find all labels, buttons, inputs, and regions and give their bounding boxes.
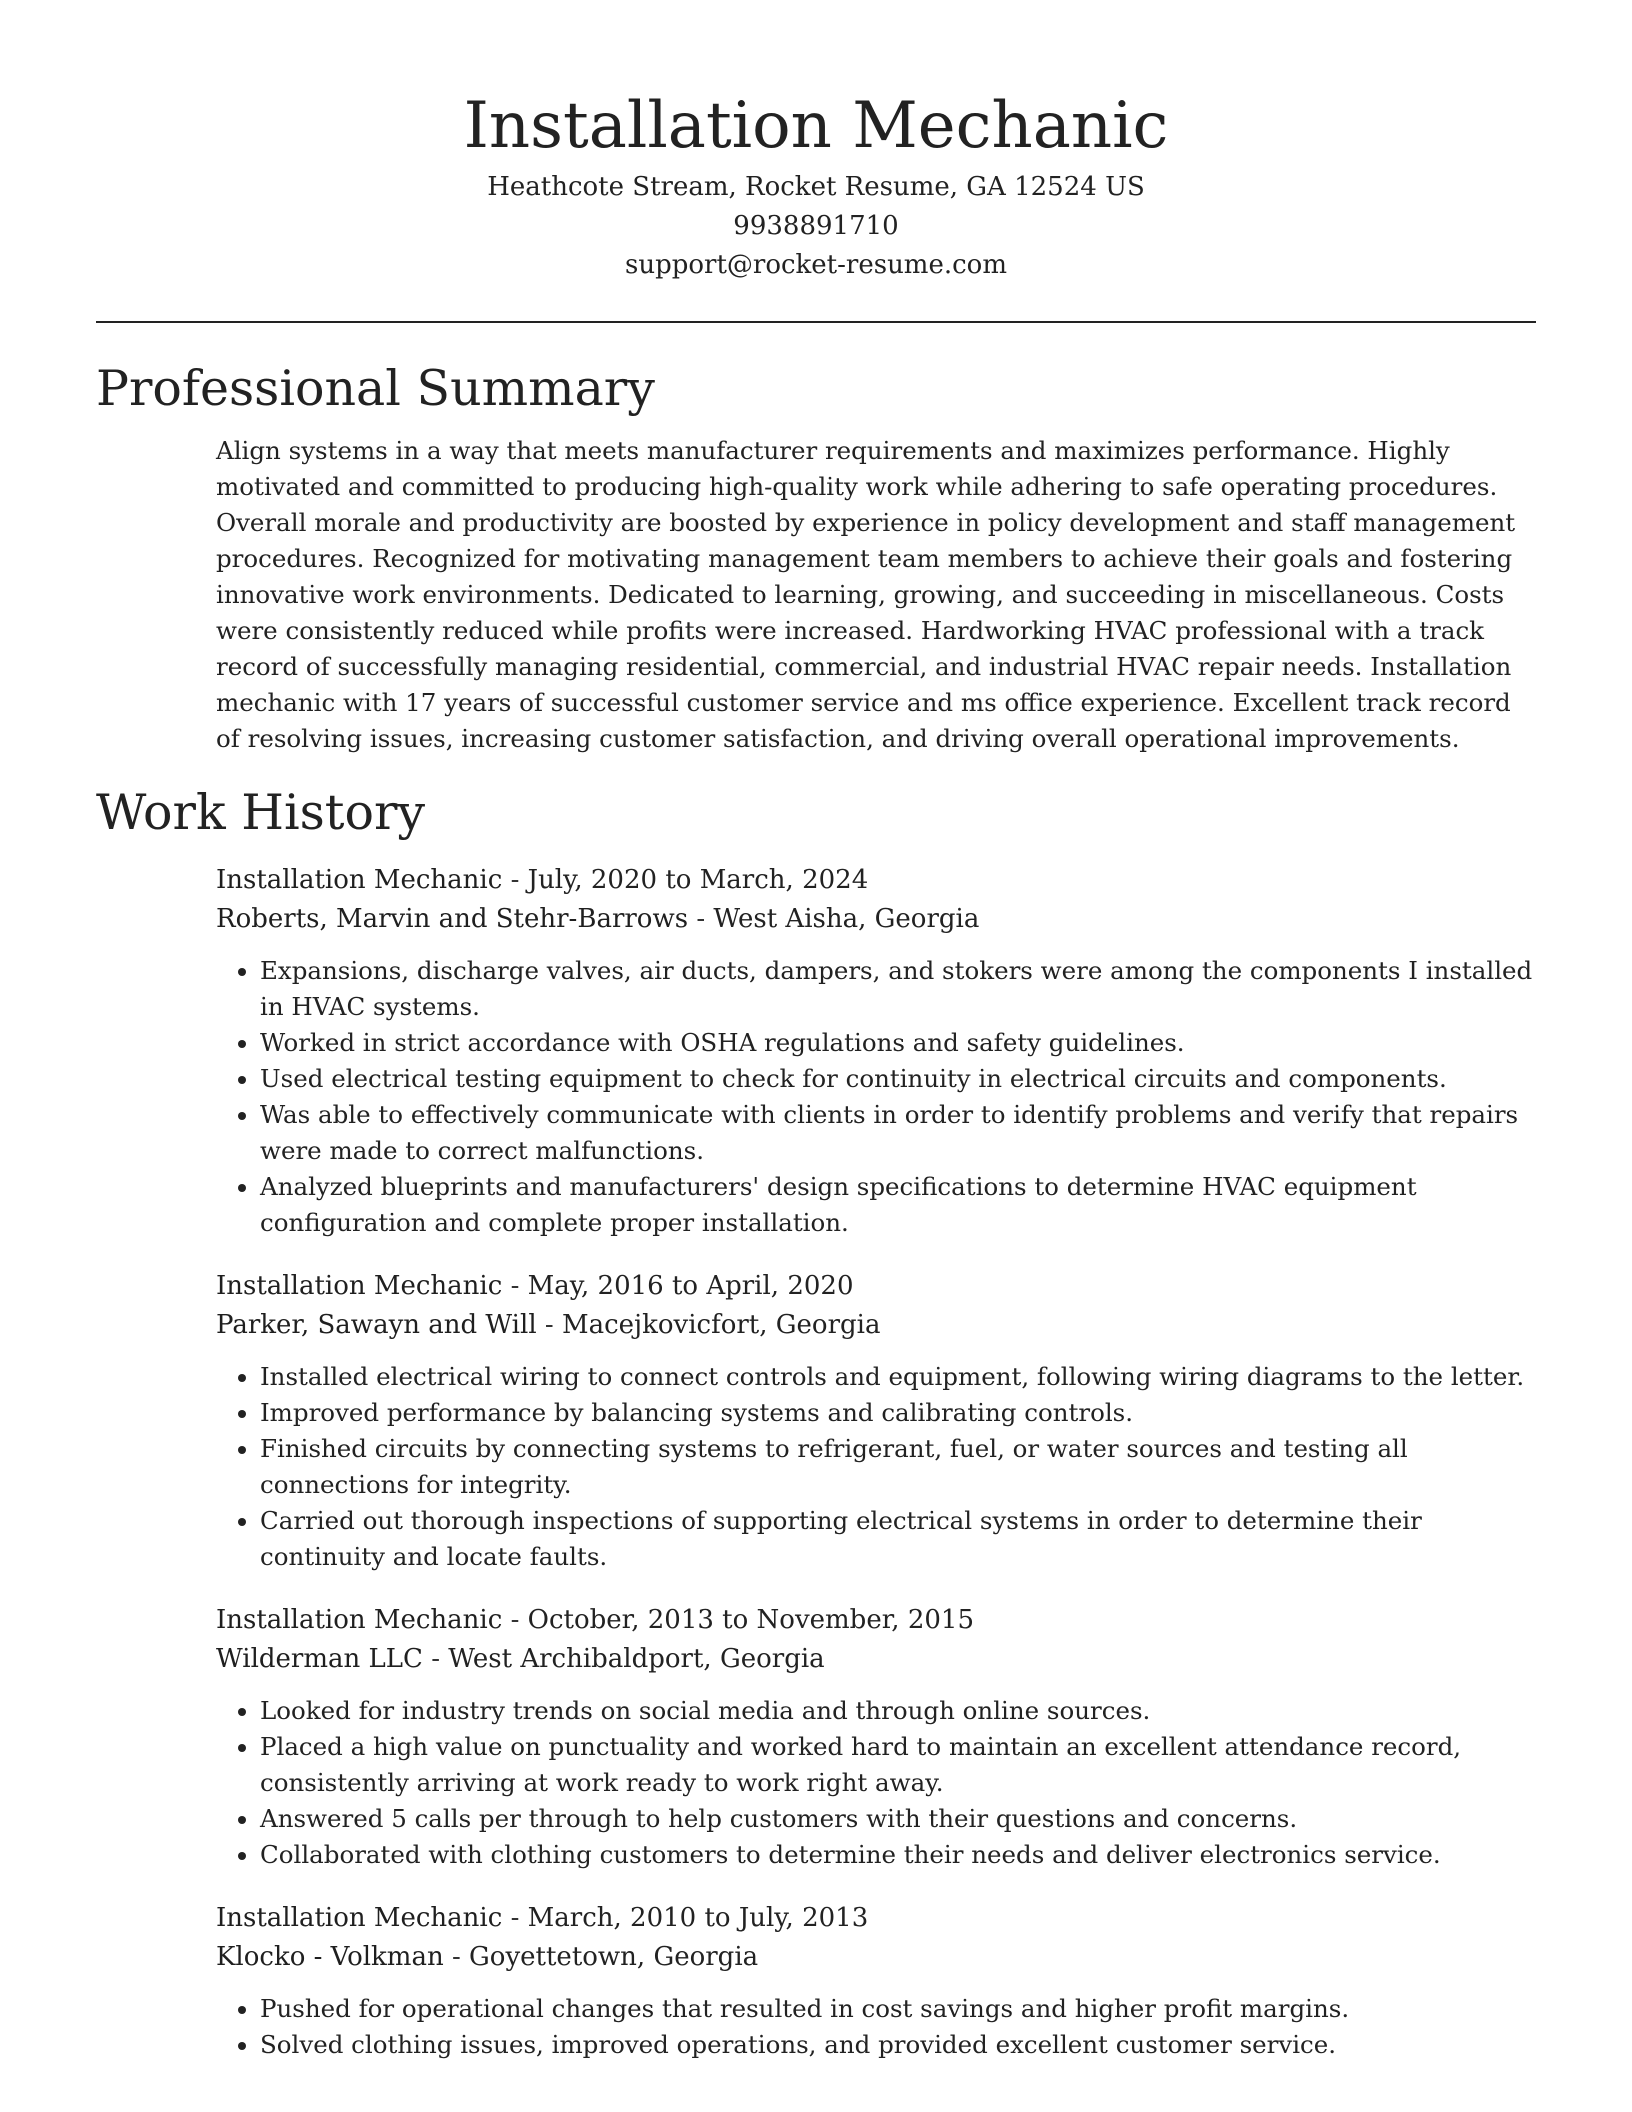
job-title-line: Installation Mechanic - May, 2016 to April, 2020 [216, 1271, 854, 1301]
job-company: Roberts, Marvin and Stehr-Barrows [216, 904, 689, 934]
job-title: Installation Mechanic [216, 865, 503, 895]
job-entry [216, 1601, 1536, 1873]
candidate-name: Installation Mechanic [463, 89, 1169, 163]
job-bullet: • Improved performance by balancing systems and calibrating controls. [260, 1395, 1536, 1431]
job-bullet: • Analyzed blueprints and manufacturers' design specifications to determine HVAC equipment configuration and complete proper installation. [260, 1169, 1536, 1241]
job-dates: July, 2020 to March, 2024 [527, 865, 869, 895]
job-dates: May, 2016 to April, 2020 [527, 1271, 854, 1301]
job-company-line: Parker, Sawayn and Will - Macejkovicfort, Georgia [216, 1310, 881, 1340]
job-bullet: • Finished circuits by connecting systems to refrigerant, fuel, or water sources and testing all connections for integrity. [260, 1431, 1536, 1503]
job-location: Macejkovicfort, Georgia [561, 1310, 881, 1340]
job-dates: March, 2010 to July, 2013 [527, 1903, 869, 1933]
job-company-line: Roberts, Marvin and Stehr-Barrows - West Aisha, Georgia [216, 904, 980, 934]
job-location: West Archibaldport, Georgia [448, 1644, 825, 1674]
job-dates: October, 2013 to November, 2015 [527, 1605, 974, 1635]
job-company-line: Wilderman LLC - West Archibaldport, Georgia [216, 1644, 825, 1674]
job-bullet: • Expansions, discharge valves, air ducts, dampers, and stokers were among the components I installed in HVAC systems. [260, 953, 1536, 1025]
job-bullet: • Looked for industry trends on social media and through online sources. [260, 1693, 1536, 1729]
job-company: Wilderman LLC [216, 1644, 423, 1674]
job-title-line: Installation Mechanic - March, 2010 to July, 2013 [216, 1903, 869, 1933]
job-bullet: • Solved clothing issues, improved operations, and provided excellent customer service. [260, 2027, 1536, 2063]
email-address: support@rocket-resume.com [624, 250, 1007, 280]
job-bullet-list [216, 1991, 1536, 2063]
header-divider [96, 321, 1536, 323]
job-bullet: • Used electrical testing equipment to check for continuity in electrical circuits and components. [260, 1061, 1536, 1097]
job-title: Installation Mechanic [216, 1271, 503, 1301]
job-list [216, 861, 1536, 2063]
address: Heathcote Stream, Rocket Resume, GA 12524 US [487, 172, 1145, 202]
job-entry [216, 1267, 1536, 1575]
summary-text: Align systems in a way that meets manufacturer requirements and maximizes performance. Highly motivated and committed to producing high-quality work while adhering to safe operating procedures. Overall morale and productivity are boosted by experience in policy development and staff management procedures. Recognized for motivating management team members to achieve their goals and fostering innovative work environments. Dedicated to learning, growing, and succeeding in miscellaneous. Costs were consistently reduced while profits were increased. Hardworking HVAC professional with a track record of successfully managing residential, commercial, and industrial HVAC repair needs. Installation mechanic with 17 years of successful customer service and ms office experience. Excellent track record of resolving issues, increasing customer satisfaction, and driving overall operational improvements. [216, 436, 1516, 753]
job-bullet-list [216, 1359, 1536, 1575]
job-bullet-list [216, 953, 1536, 1241]
job-location: West Aisha, Georgia [713, 904, 980, 934]
job-entry [216, 861, 1536, 1241]
resume-page [96, 0, 1536, 2063]
job-bullet: • Answered 5 calls per through to help customers with their questions and concerns. [260, 1801, 1536, 1837]
job-title: Installation Mechanic [216, 1903, 503, 1933]
job-company: Parker, Sawayn and Will [216, 1310, 537, 1340]
job-company-line: Klocko - Volkman - Goyettetown, Georgia [216, 1942, 759, 1972]
job-location: Goyettetown, Georgia [469, 1942, 759, 1972]
resume-header [96, 0, 1536, 285]
job-bullet: • Carried out thorough inspections of supporting electrical systems in order to determine their continuity and locate faults. [260, 1503, 1536, 1575]
job-bullet: • Pushed for operational changes that resulted in cost savings and higher profit margins. [260, 1991, 1536, 2027]
job-bullet: • Installed electrical wiring to connect controls and equipment, following wiring diagrams to the letter. [260, 1359, 1536, 1395]
job-company: Klocko - Volkman [216, 1942, 444, 1972]
summary-heading: Professional Summary [96, 360, 655, 417]
job-bullet: • Placed a high value on punctuality and worked hard to maintain an excellent attendance record, consistently arriving at work ready to work right away. [260, 1729, 1536, 1801]
job-entry [216, 1899, 1536, 2063]
job-bullet: • Collaborated with clothing customers to determine their needs and deliver electronics service. [260, 1837, 1536, 1873]
job-bullet-list [216, 1693, 1536, 1873]
job-title: Installation Mechanic [216, 1605, 503, 1635]
job-title-line: Installation Mechanic - July, 2020 to March, 2024 [216, 865, 869, 895]
job-bullet: • Was able to effectively communicate with clients in order to identify problems and verify that repairs were made to correct malfunctions. [260, 1097, 1536, 1169]
job-bullet: • Worked in strict accordance with OSHA regulations and safety guidelines. [260, 1025, 1536, 1061]
job-title-line: Installation Mechanic - October, 2013 to November, 2015 [216, 1605, 974, 1635]
work-history-heading: Work History [96, 784, 426, 841]
phone-number: 9938891710 [733, 211, 899, 241]
